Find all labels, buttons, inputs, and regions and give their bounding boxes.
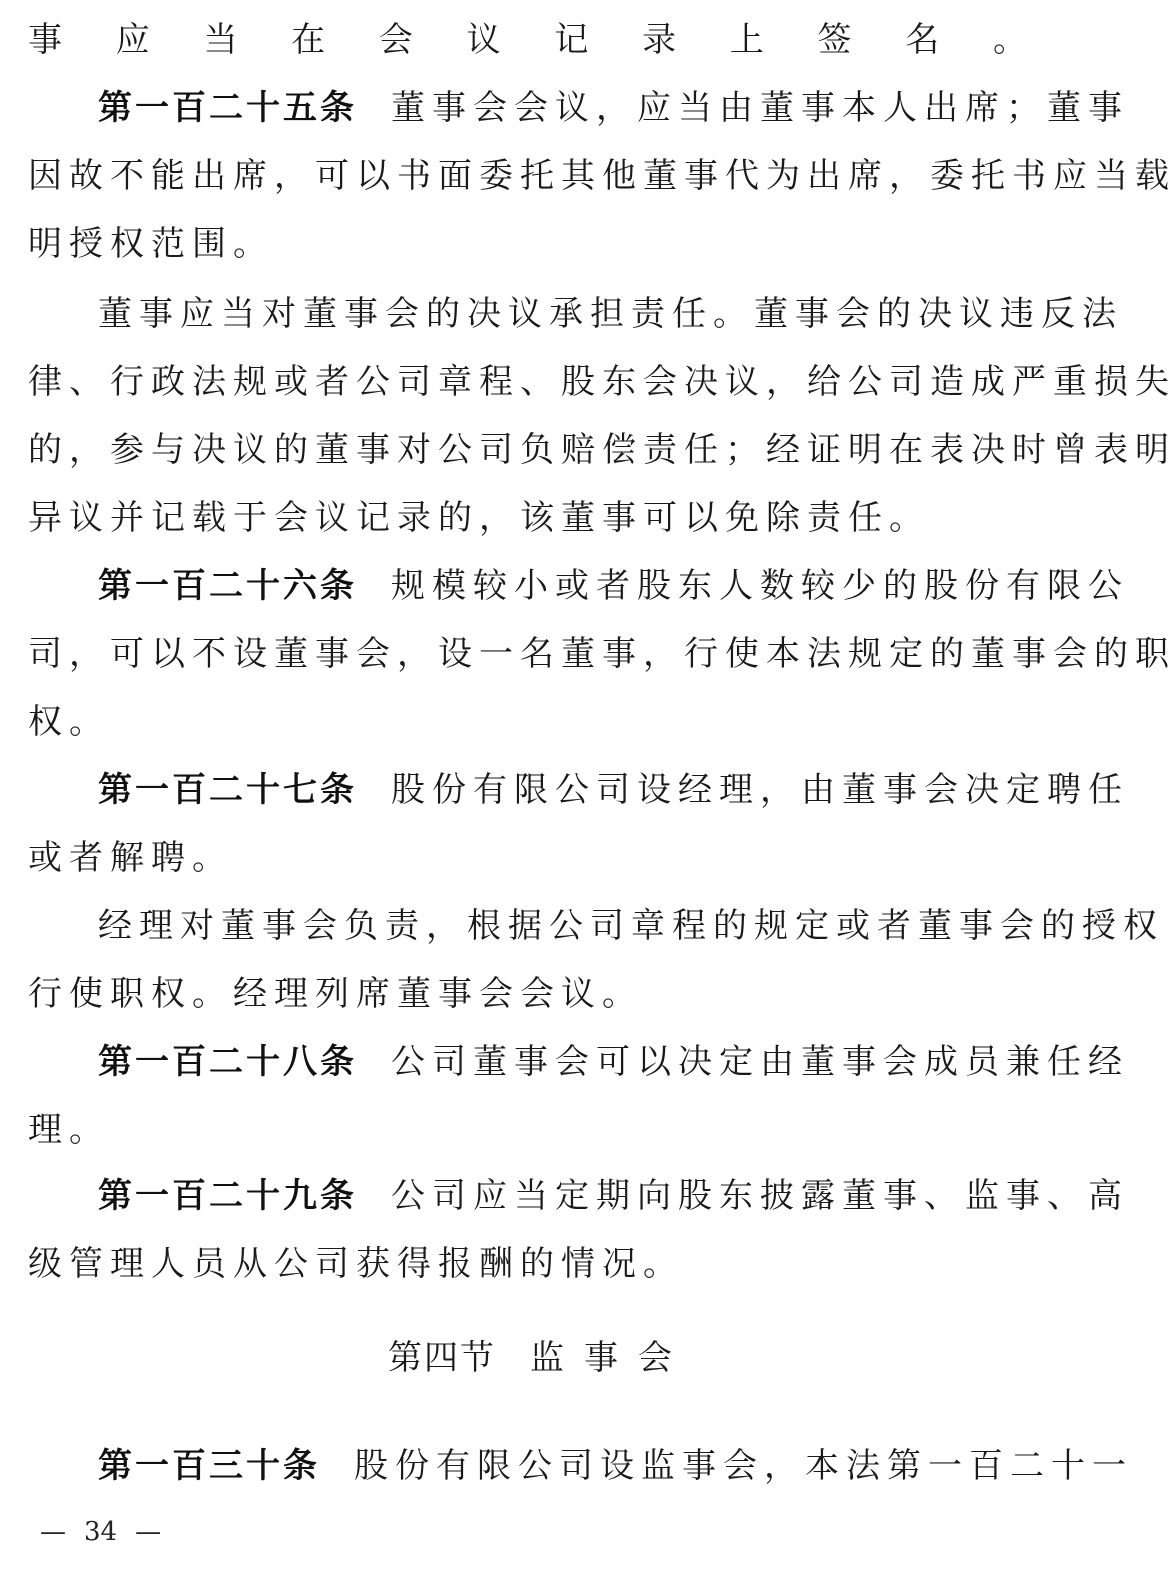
line-text: 因故不能出席，可以书面委托其他董事代为出席，委托书应当载 bbox=[28, 156, 1176, 196]
line-text: 异议并记载于会议记录的，该董事可以免除责任。 bbox=[28, 498, 930, 538]
section-name: 监事会 bbox=[530, 1338, 692, 1378]
text-line bbox=[28, 1238, 1034, 1290]
article-number: 第一百二十九条 bbox=[98, 1176, 357, 1216]
article-number: 第一百二十八条 bbox=[98, 1042, 357, 1082]
text-line bbox=[28, 218, 1034, 270]
text-line bbox=[28, 832, 1034, 884]
line-text: 司，可以不设董事会，设一名董事，行使本法规定的董事会的职 bbox=[28, 634, 1176, 674]
line-text: 董事应当对董事会的决议承担责任。董事会的决议违反法 bbox=[98, 294, 1123, 334]
text-line bbox=[28, 968, 1034, 1020]
line-text: 股份有限公司设经理，由董事会决定聘任 bbox=[391, 770, 1129, 810]
text-line bbox=[28, 356, 1176, 408]
article-heading-line bbox=[98, 560, 1129, 612]
page-footer bbox=[40, 1512, 161, 1552]
line-text: 明授权范围。 bbox=[28, 224, 274, 264]
text-line bbox=[28, 628, 1176, 680]
text-line bbox=[28, 424, 1176, 476]
text-line bbox=[28, 1104, 1034, 1156]
footer-dash-left: — bbox=[40, 1517, 66, 1547]
line-text: 级管理人员从公司获得报酬的情况。 bbox=[28, 1244, 684, 1284]
line-text: 的，参与决议的董事对公司负赔偿责任；经证明在表决时曾表明 bbox=[28, 430, 1176, 470]
line-text: 经理对董事会负责，根据公司章程的规定或者董事会的授权 bbox=[98, 906, 1164, 946]
line-text: 权。 bbox=[28, 702, 110, 742]
text-line bbox=[28, 492, 1034, 544]
text-line bbox=[28, 14, 1034, 66]
line-text: 事应当在会议记录上签名。 bbox=[28, 20, 1034, 60]
line-text: 董事会会议，应当由董事本人出席；董事 bbox=[391, 88, 1129, 128]
line-text: 或者解聘。 bbox=[28, 838, 233, 878]
section-heading bbox=[0, 1330, 1080, 1386]
article-heading-line bbox=[98, 1036, 1129, 1088]
text-line bbox=[28, 150, 1176, 202]
paragraph-first-line bbox=[98, 288, 1123, 340]
paragraph-first-line bbox=[98, 900, 1164, 952]
line-text: 股份有限公司设监事会，本法第一百二十一 bbox=[354, 1446, 1133, 1486]
article-heading-line bbox=[98, 82, 1129, 134]
article-number: 第一百二十五条 bbox=[98, 88, 357, 128]
section-number: 第四节 bbox=[388, 1338, 496, 1378]
article-number: 第一百二十七条 bbox=[98, 770, 357, 810]
page-number: 34 bbox=[84, 1517, 118, 1547]
line-text: 律、行政法规或者公司章程、股东会决议，给公司造成严重损失 bbox=[28, 362, 1176, 402]
article-number: 第一百三十条 bbox=[98, 1446, 320, 1486]
article-number: 第一百二十六条 bbox=[98, 566, 357, 606]
article-heading-line bbox=[98, 1170, 1129, 1222]
text-line bbox=[28, 696, 1034, 748]
line-text: 理。 bbox=[28, 1110, 110, 1150]
line-text: 公司应当定期向股东披露董事、监事、高 bbox=[391, 1176, 1129, 1216]
line-text: 行使职权。经理列席董事会会议。 bbox=[28, 974, 643, 1014]
article-heading-line bbox=[98, 1440, 1133, 1492]
line-text: 规模较小或者股东人数较少的股份有限公 bbox=[391, 566, 1129, 606]
footer-dash-right: — bbox=[135, 1517, 162, 1547]
line-text: 公司董事会可以决定由董事会成员兼任经 bbox=[391, 1042, 1129, 1082]
article-heading-line bbox=[98, 764, 1129, 816]
